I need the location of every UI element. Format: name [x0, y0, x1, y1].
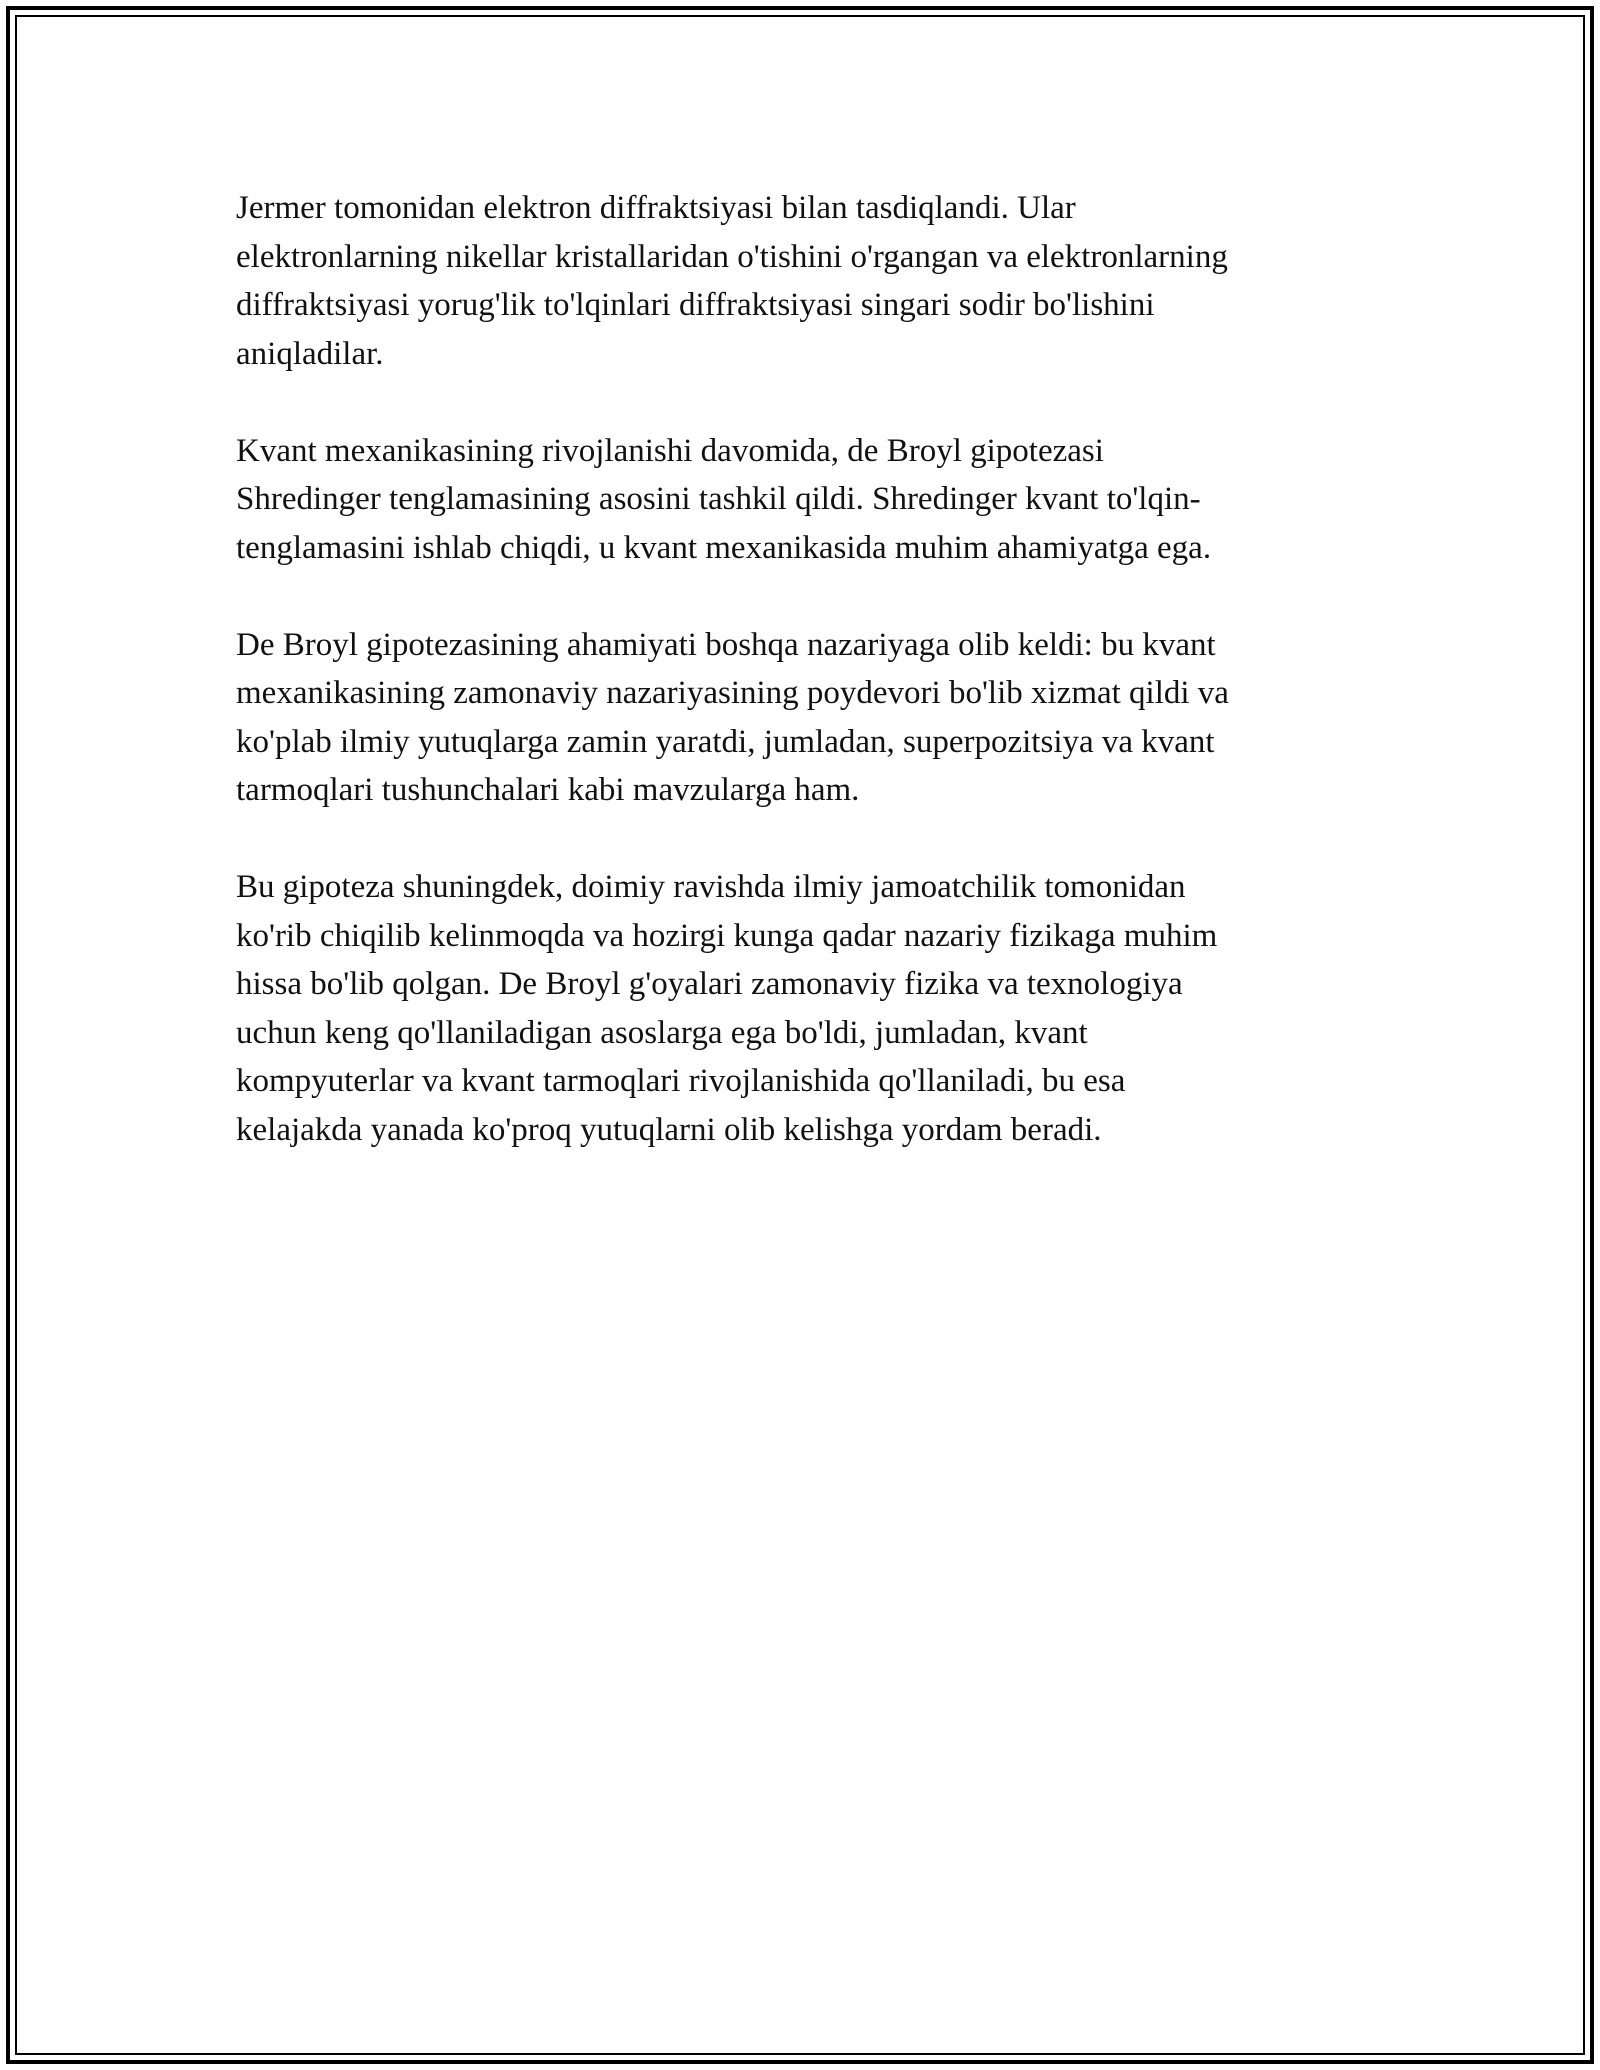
document-body [236, 184, 1366, 1203]
paragraph-hypothesis-significance: De Broyl gipotezasining ahamiyati boshqa nazariyaga olib keldi: bu kvant mexanikasining zamonaviy nazariyasining poydevori bo'lib xizmat qildi va ko'plab ilmiy yutuqlarga zamin yaratdi, jumladan, superpozitsiya va kvant tarmoqlari tushunchalari kabi mavzularga ham. [236, 626, 1229, 808]
paragraph-modern-applications: Bu gipoteza shuningdek, doimiy ravishda ilmiy jamoatchilik tomonidan ko'rib chiqilib kelinmoqda va hozirgi kunga qadar nazariy fizikaga muhim hissa bo'lib qolgan. De Broyl g'oyalari zamonaviy fizika va texnologiya uchun keng qo'llaniladigan asoslarga ega bo'ldi, jumladan, kvant kompyuterlar va kvant tarmoqlari rivojlanishida qo'llaniladi, bu esa kelajakda yanada ko'proq yutuqlarni olib kelishga yordam beradi. [236, 869, 1218, 1148]
paragraph-schrodinger-equation: Kvant mexanikasining rivojlanishi davomida, de Broyl gipotezasi Shredinger tenglamasining asosini tashkil qildi. Shredinger kvant to'lqin- tenglamasini ishlab chiqdi, u kvant mexanikasida muhim ahamiyatga ega. [236, 432, 1212, 566]
paragraph-electron-diffraction: Jermer tomonidan elektron diffraktsiyasi bilan tasdiqlandi. Ular elektronlarning nikellar kristallaridan o'tishini o'rgangan va elektronlarning diffraktsiyasi yorug'lik to'lqinlari diffraktsiyasi singari sodir bo'lishini aniqladilar. [236, 190, 1228, 372]
